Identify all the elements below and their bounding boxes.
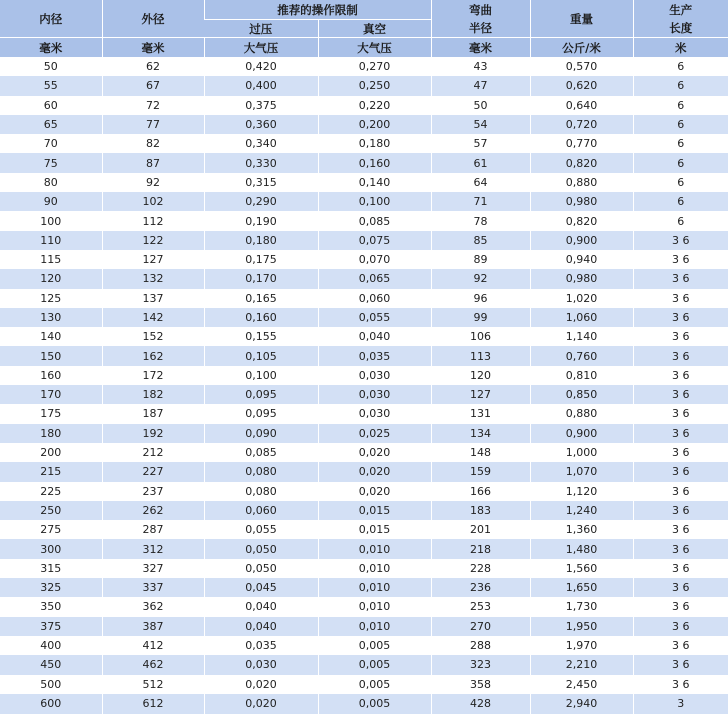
cell-vacuum: 0,020 (318, 482, 431, 501)
cell-inner-diameter: 50 (0, 57, 102, 76)
cell-vacuum: 0,025 (318, 424, 431, 443)
cell-inner-diameter: 350 (0, 597, 102, 616)
cell-vacuum: 0,015 (318, 520, 431, 539)
cell-bend-radius: 358 (431, 675, 530, 694)
cell-overpressure: 0,020 (204, 675, 318, 694)
table-row (0, 308, 728, 327)
cell-inner-diameter: 125 (0, 289, 102, 308)
cell-overpressure: 0,055 (204, 520, 318, 539)
table-row (0, 655, 728, 674)
cell-weight: 2,940 (530, 694, 633, 714)
cell-vacuum: 0,200 (318, 115, 431, 134)
table-row (0, 231, 728, 250)
cell-vacuum: 0,005 (318, 636, 431, 655)
cell-bend-radius: 270 (431, 617, 530, 636)
cell-inner-diameter: 110 (0, 231, 102, 250)
cell-overpressure: 0,330 (204, 153, 318, 172)
col-header-length: 长度 (633, 20, 728, 38)
cell-weight: 1,140 (530, 327, 633, 346)
cell-inner-diameter: 55 (0, 76, 102, 95)
cell-overpressure: 0,160 (204, 308, 318, 327)
table-row (0, 404, 728, 423)
cell-bend-radius: 43 (431, 57, 530, 76)
table-row (0, 327, 728, 346)
cell-overpressure: 0,175 (204, 250, 318, 269)
cell-vacuum: 0,075 (318, 231, 431, 250)
cell-vacuum: 0,005 (318, 694, 431, 714)
cell-overpressure: 0,080 (204, 482, 318, 501)
cell-bend-radius: 57 (431, 134, 530, 153)
cell-inner-diameter: 120 (0, 269, 102, 288)
cell-bend-radius: 183 (431, 501, 530, 520)
cell-outer-diameter: 182 (102, 385, 204, 404)
cell-weight: 1,950 (530, 617, 633, 636)
col-header-radius: 半径 (431, 20, 530, 38)
cell-length: 3 6 (633, 578, 728, 597)
cell-weight: 0,620 (530, 76, 633, 95)
cell-inner-diameter: 80 (0, 173, 102, 192)
cell-vacuum: 0,020 (318, 462, 431, 481)
cell-bend-radius: 106 (431, 327, 530, 346)
cell-outer-diameter: 127 (102, 250, 204, 269)
cell-inner-diameter: 325 (0, 578, 102, 597)
cell-vacuum: 0,100 (318, 192, 431, 211)
cell-overpressure: 0,040 (204, 617, 318, 636)
cell-length: 3 6 (633, 231, 728, 250)
cell-overpressure: 0,105 (204, 346, 318, 365)
table-row (0, 539, 728, 558)
cell-outer-diameter: 142 (102, 308, 204, 327)
cell-length: 3 6 (633, 250, 728, 269)
cell-vacuum: 0,015 (318, 501, 431, 520)
cell-bend-radius: 92 (431, 269, 530, 288)
cell-outer-diameter: 192 (102, 424, 204, 443)
cell-outer-diameter: 162 (102, 346, 204, 365)
cell-bend-radius: 218 (431, 539, 530, 558)
cell-outer-diameter: 337 (102, 578, 204, 597)
table-row (0, 501, 728, 520)
cell-length: 3 6 (633, 520, 728, 539)
cell-outer-diameter: 112 (102, 211, 204, 230)
cell-inner-diameter: 75 (0, 153, 102, 172)
cell-inner-diameter: 250 (0, 501, 102, 520)
cell-inner-diameter: 450 (0, 655, 102, 674)
cell-vacuum: 0,140 (318, 173, 431, 192)
cell-outer-diameter: 172 (102, 366, 204, 385)
table-row (0, 597, 728, 616)
header-row-1 (0, 0, 728, 20)
cell-weight: 0,720 (530, 115, 633, 134)
cell-inner-diameter: 500 (0, 675, 102, 694)
table-row (0, 211, 728, 230)
cell-length: 3 6 (633, 655, 728, 674)
cell-bend-radius: 159 (431, 462, 530, 481)
cell-outer-diameter: 462 (102, 655, 204, 674)
cell-bend-radius: 288 (431, 636, 530, 655)
cell-inner-diameter: 130 (0, 308, 102, 327)
cell-bend-radius: 201 (431, 520, 530, 539)
table-row (0, 346, 728, 365)
cell-length: 3 6 (633, 289, 728, 308)
cell-outer-diameter: 137 (102, 289, 204, 308)
cell-overpressure: 0,095 (204, 404, 318, 423)
cell-outer-diameter: 212 (102, 443, 204, 462)
cell-weight: 0,880 (530, 173, 633, 192)
cell-weight: 1,000 (530, 443, 633, 462)
cell-overpressure: 0,315 (204, 173, 318, 192)
table-row (0, 269, 728, 288)
table-row (0, 424, 728, 443)
cell-overpressure: 0,095 (204, 385, 318, 404)
cell-inner-diameter: 150 (0, 346, 102, 365)
cell-outer-diameter: 237 (102, 482, 204, 501)
cell-inner-diameter: 100 (0, 211, 102, 230)
cell-weight: 0,980 (530, 192, 633, 211)
table-row (0, 76, 728, 95)
cell-length: 6 (633, 115, 728, 134)
cell-length: 6 (633, 134, 728, 153)
cell-weight: 0,980 (530, 269, 633, 288)
cell-vacuum: 0,010 (318, 578, 431, 597)
cell-bend-radius: 236 (431, 578, 530, 597)
cell-weight: 0,880 (530, 404, 633, 423)
cell-outer-diameter: 362 (102, 597, 204, 616)
cell-length: 3 6 (633, 675, 728, 694)
cell-length: 3 6 (633, 443, 728, 462)
cell-inner-diameter: 225 (0, 482, 102, 501)
cell-inner-diameter: 175 (0, 404, 102, 423)
cell-bend-radius: 47 (431, 76, 530, 95)
cell-weight: 2,210 (530, 655, 633, 674)
cell-weight: 0,850 (530, 385, 633, 404)
cell-length: 3 (633, 694, 728, 714)
table-row (0, 115, 728, 134)
cell-overpressure: 0,060 (204, 501, 318, 520)
cell-vacuum: 0,030 (318, 366, 431, 385)
cell-inner-diameter: 140 (0, 327, 102, 346)
cell-weight: 1,360 (530, 520, 633, 539)
cell-bend-radius: 96 (431, 289, 530, 308)
cell-weight: 0,820 (530, 211, 633, 230)
cell-inner-diameter: 180 (0, 424, 102, 443)
col-header-inner-diameter: 内径 (0, 0, 102, 38)
cell-overpressure: 0,155 (204, 327, 318, 346)
cell-outer-diameter: 132 (102, 269, 204, 288)
cell-outer-diameter: 92 (102, 173, 204, 192)
cell-bend-radius: 78 (431, 211, 530, 230)
cell-bend-radius: 131 (431, 404, 530, 423)
cell-vacuum: 0,220 (318, 96, 431, 115)
cell-overpressure: 0,170 (204, 269, 318, 288)
cell-length: 6 (633, 96, 728, 115)
cell-overpressure: 0,040 (204, 597, 318, 616)
cell-vacuum: 0,005 (318, 655, 431, 674)
cell-outer-diameter: 227 (102, 462, 204, 481)
cell-vacuum: 0,035 (318, 346, 431, 365)
unit-bend-radius: 毫米 (431, 38, 530, 58)
cell-overpressure: 0,045 (204, 578, 318, 597)
cell-weight: 0,570 (530, 57, 633, 76)
cell-overpressure: 0,085 (204, 443, 318, 462)
cell-length: 3 6 (633, 539, 728, 558)
cell-vacuum: 0,005 (318, 675, 431, 694)
cell-inner-diameter: 60 (0, 96, 102, 115)
cell-bend-radius: 61 (431, 153, 530, 172)
table-header (0, 0, 728, 57)
cell-overpressure: 0,100 (204, 366, 318, 385)
cell-weight: 0,900 (530, 231, 633, 250)
table-row (0, 559, 728, 578)
cell-weight: 0,770 (530, 134, 633, 153)
cell-inner-diameter: 215 (0, 462, 102, 481)
cell-vacuum: 0,085 (318, 211, 431, 230)
cell-length: 6 (633, 76, 728, 95)
table-row (0, 520, 728, 539)
cell-overpressure: 0,180 (204, 231, 318, 250)
cell-bend-radius: 89 (431, 250, 530, 269)
table-row (0, 617, 728, 636)
cell-overpressure: 0,050 (204, 539, 318, 558)
col-header-outer-diameter: 外径 (102, 0, 204, 38)
cell-inner-diameter: 65 (0, 115, 102, 134)
cell-vacuum: 0,270 (318, 57, 431, 76)
table-row (0, 578, 728, 597)
cell-weight: 1,560 (530, 559, 633, 578)
cell-inner-diameter: 315 (0, 559, 102, 578)
cell-bend-radius: 228 (431, 559, 530, 578)
cell-bend-radius: 323 (431, 655, 530, 674)
table-row (0, 134, 728, 153)
cell-weight: 1,240 (530, 501, 633, 520)
cell-inner-diameter: 160 (0, 366, 102, 385)
cell-outer-diameter: 512 (102, 675, 204, 694)
cell-outer-diameter: 612 (102, 694, 204, 714)
cell-outer-diameter: 262 (102, 501, 204, 520)
col-header-production: 生产 (633, 0, 728, 20)
cell-vacuum: 0,055 (318, 308, 431, 327)
cell-vacuum: 0,010 (318, 597, 431, 616)
cell-vacuum: 0,180 (318, 134, 431, 153)
col-header-recommended-limits: 推荐的操作限制 (204, 0, 431, 20)
cell-vacuum: 0,030 (318, 385, 431, 404)
cell-length: 3 6 (633, 308, 728, 327)
unit-outer-diameter: 毫米 (102, 38, 204, 58)
cell-outer-diameter: 312 (102, 539, 204, 558)
cell-overpressure: 0,165 (204, 289, 318, 308)
cell-vacuum: 0,250 (318, 76, 431, 95)
cell-weight: 1,730 (530, 597, 633, 616)
cell-vacuum: 0,040 (318, 327, 431, 346)
cell-weight: 0,760 (530, 346, 633, 365)
cell-length: 3 6 (633, 636, 728, 655)
cell-inner-diameter: 400 (0, 636, 102, 655)
cell-bend-radius: 85 (431, 231, 530, 250)
cell-inner-diameter: 90 (0, 192, 102, 211)
table-row (0, 636, 728, 655)
cell-weight: 0,940 (530, 250, 633, 269)
table-row (0, 192, 728, 211)
cell-weight: 1,120 (530, 482, 633, 501)
cell-bend-radius: 54 (431, 115, 530, 134)
table-row (0, 443, 728, 462)
cell-weight: 0,810 (530, 366, 633, 385)
cell-length: 3 6 (633, 327, 728, 346)
cell-vacuum: 0,010 (318, 559, 431, 578)
cell-overpressure: 0,030 (204, 655, 318, 674)
cell-weight: 1,480 (530, 539, 633, 558)
cell-weight: 0,640 (530, 96, 633, 115)
cell-bend-radius: 428 (431, 694, 530, 714)
cell-overpressure: 0,020 (204, 694, 318, 714)
table-row (0, 694, 728, 714)
cell-overpressure: 0,290 (204, 192, 318, 211)
cell-length: 6 (633, 57, 728, 76)
cell-overpressure: 0,035 (204, 636, 318, 655)
cell-length: 3 6 (633, 597, 728, 616)
cell-bend-radius: 120 (431, 366, 530, 385)
cell-weight: 1,650 (530, 578, 633, 597)
cell-vacuum: 0,065 (318, 269, 431, 288)
cell-overpressure: 0,420 (204, 57, 318, 76)
cell-length: 3 6 (633, 385, 728, 404)
table-row (0, 385, 728, 404)
cell-outer-diameter: 82 (102, 134, 204, 153)
cell-overpressure: 0,340 (204, 134, 318, 153)
cell-vacuum: 0,010 (318, 539, 431, 558)
header-units-row (0, 38, 728, 58)
cell-vacuum: 0,020 (318, 443, 431, 462)
cell-outer-diameter: 122 (102, 231, 204, 250)
cell-overpressure: 0,080 (204, 462, 318, 481)
table-row (0, 675, 728, 694)
cell-length: 3 6 (633, 482, 728, 501)
cell-outer-diameter: 67 (102, 76, 204, 95)
cell-inner-diameter: 200 (0, 443, 102, 462)
cell-weight: 1,070 (530, 462, 633, 481)
cell-length: 3 6 (633, 269, 728, 288)
cell-bend-radius: 99 (431, 308, 530, 327)
table-row (0, 57, 728, 76)
cell-outer-diameter: 72 (102, 96, 204, 115)
cell-length: 6 (633, 211, 728, 230)
cell-bend-radius: 253 (431, 597, 530, 616)
cell-overpressure: 0,050 (204, 559, 318, 578)
cell-length: 6 (633, 173, 728, 192)
cell-bend-radius: 166 (431, 482, 530, 501)
table-row (0, 366, 728, 385)
col-header-weight: 重量 (530, 0, 633, 38)
cell-vacuum: 0,060 (318, 289, 431, 308)
table-row (0, 153, 728, 172)
cell-bend-radius: 148 (431, 443, 530, 462)
cell-inner-diameter: 115 (0, 250, 102, 269)
unit-overpressure: 大气压 (204, 38, 318, 58)
unit-length: 米 (633, 38, 728, 58)
cell-length: 3 6 (633, 346, 728, 365)
cell-outer-diameter: 387 (102, 617, 204, 636)
cell-vacuum: 0,010 (318, 617, 431, 636)
cell-outer-diameter: 187 (102, 404, 204, 423)
cell-weight: 0,820 (530, 153, 633, 172)
cell-inner-diameter: 300 (0, 539, 102, 558)
table-row (0, 482, 728, 501)
col-header-bend: 弯曲 (431, 0, 530, 20)
cell-bend-radius: 127 (431, 385, 530, 404)
cell-weight: 2,450 (530, 675, 633, 694)
table-row (0, 462, 728, 481)
unit-vacuum: 大气压 (318, 38, 431, 58)
cell-length: 3 6 (633, 366, 728, 385)
table-row (0, 250, 728, 269)
cell-outer-diameter: 412 (102, 636, 204, 655)
cell-inner-diameter: 600 (0, 694, 102, 714)
cell-weight: 1,020 (530, 289, 633, 308)
cell-outer-diameter: 327 (102, 559, 204, 578)
cell-overpressure: 0,375 (204, 96, 318, 115)
cell-weight: 1,060 (530, 308, 633, 327)
cell-outer-diameter: 62 (102, 57, 204, 76)
col-header-vacuum: 真空 (318, 20, 431, 38)
unit-inner-diameter: 毫米 (0, 38, 102, 58)
cell-length: 3 6 (633, 462, 728, 481)
table-row (0, 289, 728, 308)
cell-overpressure: 0,090 (204, 424, 318, 443)
cell-length: 3 6 (633, 404, 728, 423)
cell-inner-diameter: 275 (0, 520, 102, 539)
cell-length: 6 (633, 153, 728, 172)
cell-bend-radius: 134 (431, 424, 530, 443)
cell-inner-diameter: 375 (0, 617, 102, 636)
cell-vacuum: 0,160 (318, 153, 431, 172)
cell-bend-radius: 50 (431, 96, 530, 115)
table-body (0, 57, 728, 714)
cell-outer-diameter: 287 (102, 520, 204, 539)
cell-outer-diameter: 152 (102, 327, 204, 346)
cell-overpressure: 0,190 (204, 211, 318, 230)
table-row (0, 96, 728, 115)
cell-overpressure: 0,360 (204, 115, 318, 134)
cell-length: 3 6 (633, 617, 728, 636)
cell-length: 3 6 (633, 424, 728, 443)
cell-weight: 0,900 (530, 424, 633, 443)
table-row (0, 173, 728, 192)
cell-length: 6 (633, 192, 728, 211)
cell-outer-diameter: 102 (102, 192, 204, 211)
cell-length: 3 6 (633, 501, 728, 520)
unit-weight: 公斤/米 (530, 38, 633, 58)
cell-bend-radius: 64 (431, 173, 530, 192)
cell-overpressure: 0,400 (204, 76, 318, 95)
cell-bend-radius: 71 (431, 192, 530, 211)
cell-vacuum: 0,070 (318, 250, 431, 269)
cell-outer-diameter: 77 (102, 115, 204, 134)
cell-weight: 1,970 (530, 636, 633, 655)
col-header-overpressure: 过压 (204, 20, 318, 38)
cell-outer-diameter: 87 (102, 153, 204, 172)
cell-vacuum: 0,030 (318, 404, 431, 423)
cell-inner-diameter: 70 (0, 134, 102, 153)
cell-length: 3 6 (633, 559, 728, 578)
cell-bend-radius: 113 (431, 346, 530, 365)
cell-inner-diameter: 170 (0, 385, 102, 404)
